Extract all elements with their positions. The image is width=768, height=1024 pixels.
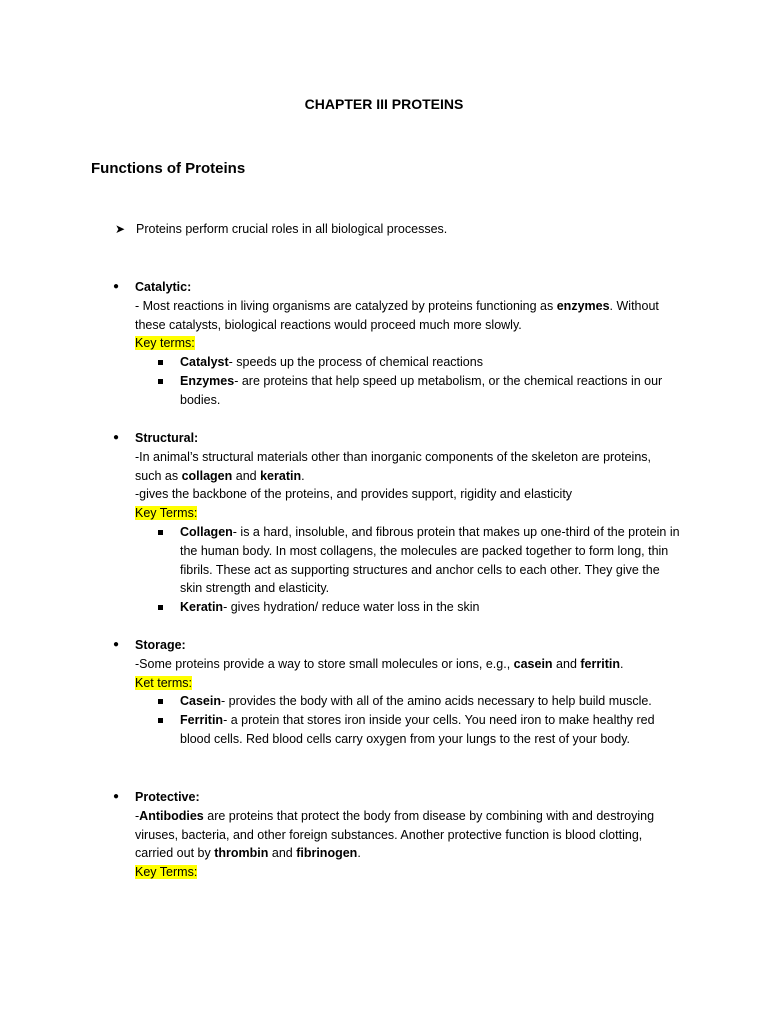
bullet-icon: ● (113, 432, 120, 443)
section-description-2: -gives the backbone of the proteins, and provides support, rigidity and elasticity (135, 487, 573, 502)
section-title: Catalytic: (135, 280, 192, 294)
list-item: Keratin- gives hydration/ reduce water loss in the skin (135, 598, 680, 617)
arrow-bullet-icon: ➤ (115, 222, 126, 236)
section-title: Structural: (135, 431, 199, 445)
section-description: -In animal’s structural materials other than inorganic components of the skeleton are proteins, such as collagen and keratin. (135, 449, 652, 483)
section-description: -Some proteins provide a way to store small molecules or ions, e.g., casein and ferritin. (135, 656, 624, 671)
key-terms-label: Key terms: (135, 336, 195, 351)
list-item: Catalyst- speeds up the process of chemical reactions (135, 353, 680, 372)
bullet-icon: ● (113, 281, 120, 292)
square-bullet-icon (158, 379, 163, 384)
list-item: Enzymes- are proteins that help speed up metabolism, or the chemical reactions in our bodies. (135, 372, 680, 410)
section-description: -Antibodies are proteins that protect the body from disease by combining with and destroying viruses, bacteria, and other foreign substances. Another protective function is blood clotting, carried out by thrombin and fibrinogen. (135, 808, 655, 861)
key-terms-list (135, 353, 680, 409)
square-bullet-icon (158, 699, 163, 704)
section-title: Storage: (135, 638, 186, 652)
intro-text: Proteins perform crucial roles in all biological processes. (136, 222, 448, 236)
square-bullet-icon (158, 530, 163, 535)
section-heading: Functions of Proteins (91, 160, 246, 177)
key-terms-list (135, 692, 680, 748)
square-bullet-icon (158, 605, 163, 610)
section-description: - Most reactions in living organisms are catalyzed by proteins functioning as enzymes. Without these catalysts, biological reactions would proceed much more slowly. (135, 298, 659, 332)
bullet-icon: ● (113, 639, 120, 650)
key-terms-label: Ket terms: (135, 675, 192, 690)
list-item: Casein- provides the body with all of the amino acids necessary to help build muscle. (135, 692, 680, 711)
list-item: Collagen- is a hard, insoluble, and fibrous protein that makes up one-third of the protein in the human body. In most collagens, the molecules are packed together to form long, thin fibrils. These act as supporting structures and anchor cells to each other. They give the skin strength and elasticity. (135, 523, 680, 598)
bullet-icon: ● (113, 791, 120, 802)
square-bullet-icon (158, 718, 163, 723)
key-terms-label: Key Terms: (135, 865, 198, 880)
list-item: Ferritin- a protein that stores iron inside your cells. You need iron to make healthy red blood cells. Red blood cells carry oxygen from your lungs to the rest of your body. (135, 711, 680, 749)
key-terms-list (135, 523, 680, 617)
section-title: Protective: (135, 790, 200, 804)
page-title: CHAPTER III PROTEINS (304, 96, 464, 112)
key-terms-label: Key Terms: (135, 506, 198, 521)
square-bullet-icon (158, 360, 163, 365)
